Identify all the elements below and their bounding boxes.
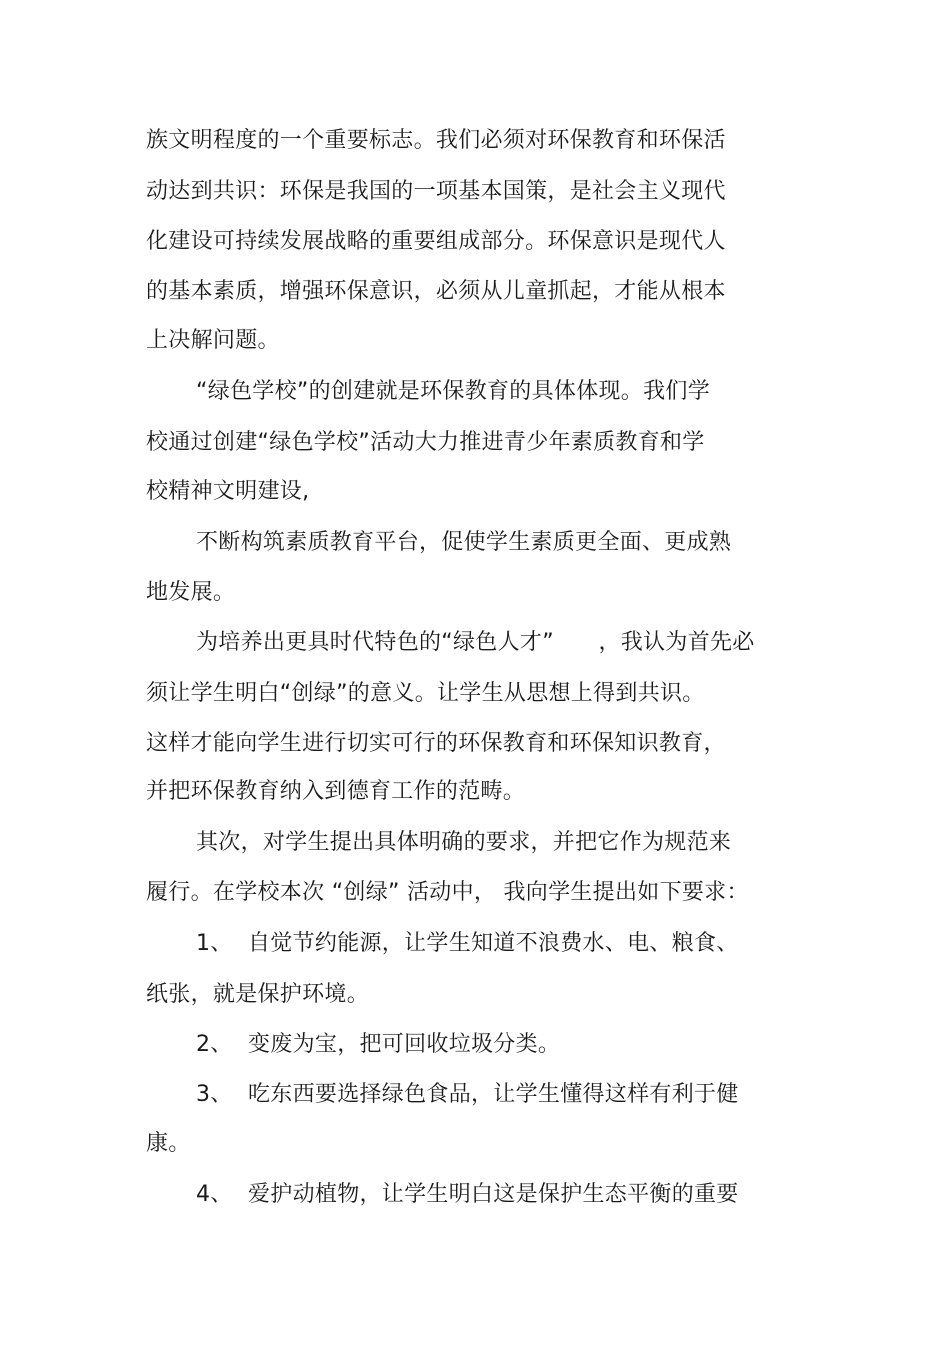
list-number: 3、	[196, 1082, 233, 1107]
text-line-8: 校精神文明建设,	[146, 479, 310, 504]
list-number: 1、	[196, 931, 233, 956]
list-text: 自觉节约能源，让学生知道不浪费水、电、粮食、	[248, 931, 739, 956]
list-item-3-continuation	[146, 1129, 191, 1159]
text-line-16: 履行。在学校本次 “创绿” 活动中， 我向学生提出如下要求：	[146, 880, 749, 905]
text-line-5: 上决解问题。	[146, 328, 280, 353]
text-line-14: 并把环保教育纳入到德育工作的范畴。	[146, 779, 526, 804]
text-line-13: 这样才能向学生进行切实可行的环保教育和环保知识教育，	[146, 731, 726, 756]
list-item-2	[196, 1030, 560, 1060]
list-text: 爱护动植物，让学生明白这是保护生态平衡的重要	[248, 1182, 739, 1207]
list-number: 2、	[196, 1032, 233, 1057]
text-line-1: 族文明程度的一个重要标志。我们必须对环保教育和环保活	[146, 128, 726, 153]
text-line-7: 校通过创建“绿色学校”活动大力推进青少年素质教育和学	[146, 430, 705, 455]
list-number: 4、	[196, 1182, 233, 1207]
list-item-1-continuation	[146, 980, 369, 1010]
list-text: 纸张，就是保护环境。	[146, 982, 370, 1007]
text-line-15: 其次，对学生提出具体明确的要求，并把它作为规范来	[196, 830, 732, 855]
text-line-6: “绿色学校”的创建就是环保教育的具体体现。我们学	[196, 379, 710, 404]
text-line-3: 化建设可持续发展战略的重要组成部分。环保意识是现代人	[146, 229, 726, 254]
text-line-2: 动达到共识：环保是我国的一项基本国策，是社会主义现代	[146, 179, 726, 204]
text-line-11: 为培养出更具时代特色的“绿色人才” ，我认为首先必	[196, 630, 755, 655]
list-text: 吃东西要选择绿色食品，让学生懂得这样有利于健	[248, 1082, 739, 1107]
text-line-4: 的基本素质，增强环保意识，必须从儿童抓起，才能从根本	[146, 279, 726, 304]
list-text: 变废为宝，把可回收垃圾分类。	[248, 1032, 561, 1057]
text-line-10: 地发展。	[146, 580, 236, 605]
list-text: 康。	[146, 1131, 191, 1156]
list-item-1	[196, 929, 739, 959]
list-item-4	[196, 1180, 739, 1210]
text-line-9: 不断构筑素质教育平台，促使学生素质更全面、更成熟	[196, 530, 732, 555]
list-item-3	[196, 1080, 739, 1110]
text-line-12: 须让学生明白“创绿”的意义。让学生从思想上得到共识。	[146, 681, 705, 706]
